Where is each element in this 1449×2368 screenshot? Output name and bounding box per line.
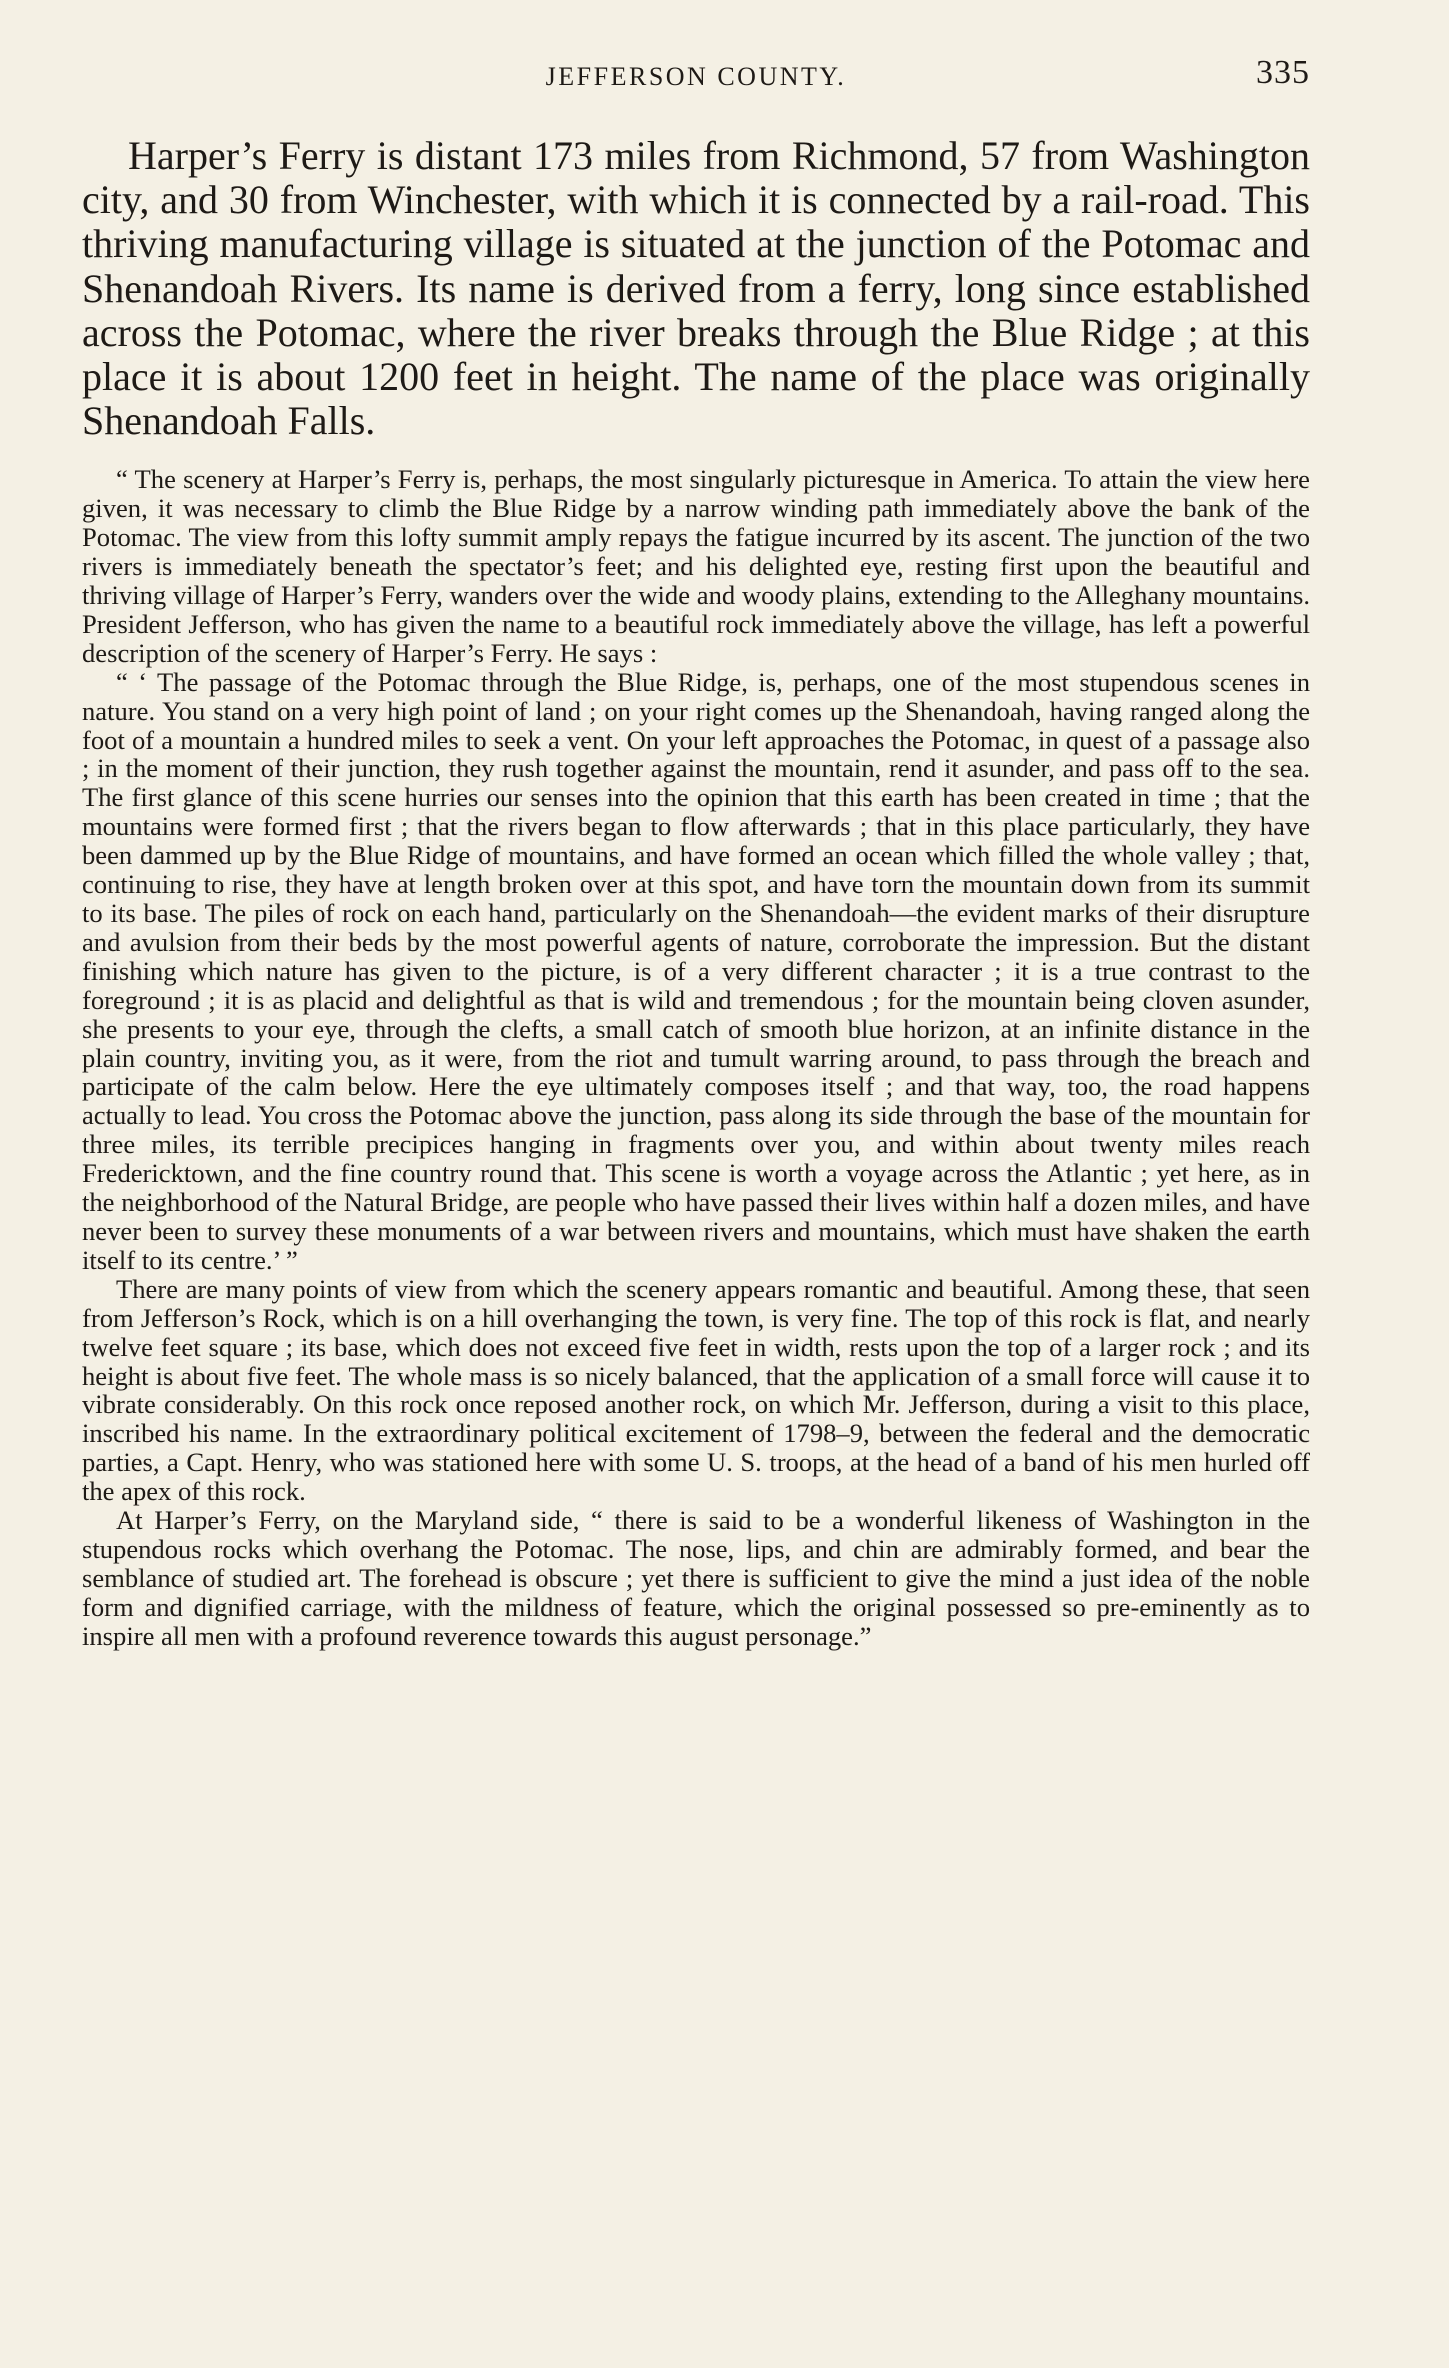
lead-paragraph: Harper’s Ferry is distant 173 miles from Richmond, 57 from Washington city, and 30 from Winchester, with which it is connected by a rail-road. This thriving manufacturing village is situated at the junction of the Potomac and Shenandoah Rivers. Its name is derived from a ferry, long since established across the Potomac, where the river breaks through the Blue Ridge ; at this place it is about 1200 feet in height. The name of the place was originally Shenandoah Falls. bbox=[82, 133, 1310, 444]
small-type-section bbox=[82, 465, 1310, 1650]
jefferson-rock-paragraph: There are many points of view from which the scenery appears romantic and beautiful. Among these, that seen from Jefferson’s Rock, which is on a hill overhanging the town, is very fine. The top of this rock is flat, and nearly twelve feet square ; its base, which does not exceed five feet in width, rests upon the top of a larger rock ; and its height is about five feet. The whole mass is so nicely balanced, that the application of a small force will cause it to vibrate considerably. On this rock once reposed another rock, on which Mr. Jefferson, during a visit to this place, inscribed his name. In the extraordinary political excitement of 1798–9, between the federal and the democratic parties, a Capt. Henry, who was stationed here with some U. S. troops, at the head of a band of his men hurled off the apex of this rock. bbox=[82, 1273, 1310, 1507]
jefferson-quote-paragraph: “ ‘ The passage of the Potomac through the Blue Ridge, is, perhaps, one of the most stupendous scenes in nature. You stand on a very high point of land ; on your right comes up the Shenandoah, having ranged along the foot of a mountain a hundred miles to seek a vent. On your left approaches the Potomac, in quest of a passage also ; in the moment of their junction, they rush together against the mountain, rend it asunder, and pass off to the sea. The first glance of this scene hurries our senses into the opinion that this earth has been created in time ; that the mountains were formed first ; that the rivers began to flow afterwards ; that in this place particularly, they have been dammed up by the Blue Ridge of mountains, and have formed an ocean which filled the whole valley ; that, continuing to rise, they have at length broken over at this spot, and have torn the mountain down from its summit to its base. The piles of rock on each hand, particularly on the Shenandoah—the evident marks of their disrupture and avulsion from their beds by the most powerful agents of nature, corroborate the impression. But the distant finishing which nature has given to the picture, is of a very different character ; it is a true contrast to the foreground ; it is as placid and delightful as that is wild and tremendous ; for the mountain being cloven asunder, she presents to your eye, through the clefts, a small catch of smooth blue horizon, at an infinite distance in the plain country, inviting you, as it were, from the riot and tumult warring around, to pass through the breach and participate of the calm below. Here the eye ultimately composes itself ; and that way, too, the road happens actually to lead. You cross the Potomac above the junction, pass along its side through the base of the mountain for three miles, its terrible precipices hanging in fragments over you, and within about twenty miles reach Fredericktown, and the fine country round that. This scene is worth a voyage across the Atlantic ; yet here, as in the neighborhood of the Natural Bridge, are people who have passed their lives within half a dozen miles, and have never been to survey these monuments of a war between rivers and mountains, which must have shaken the earth itself to its centre.’ ” bbox=[82, 666, 1310, 1275]
washington-likeness-paragraph: At Harper’s Ferry, on the Maryland side, “ there is said to be a wonderful likeness of Washington in the stupendous rocks which overhang the Potomac. The nose, lips, and chin are admirably formed, and bear the semblance of studied art. The forehead is obscure ; yet there is sufficient to give the mind a just idea of the noble form and dignified carriage, with the mildness of feature, which the original possessed so pre-eminently as to inspire all men with a profound reverence towards this august personage.” bbox=[82, 1505, 1310, 1651]
running-head bbox=[82, 50, 1310, 100]
page-body bbox=[82, 134, 1310, 1651]
quote-intro-paragraph: “ The scenery at Harper’s Ferry is, perhaps, the most singularly picturesque in America. To attain the view here given, it was necessary to climb the Blue Ridge by a narrow winding path immediately above the bank of the Potomac. The view from this lofty summit amply repays the fatigue incurred by its ascent. The junction of the two rivers is immediately beneath the spectator’s feet; and his delighted eye, resting first upon the beautiful and thriving village of Harper’s Ferry, wanders over the wide and woody plains, extending to the Alleghany mountains. President Jefferson, who has given the name to a beautiful rock immediately above the village, has left a powerful description of the scenery of Harper’s Ferry. He says : bbox=[82, 464, 1310, 668]
page-number: 335 bbox=[1256, 54, 1310, 91]
running-title: JEFFERSON COUNTY. bbox=[545, 62, 847, 91]
